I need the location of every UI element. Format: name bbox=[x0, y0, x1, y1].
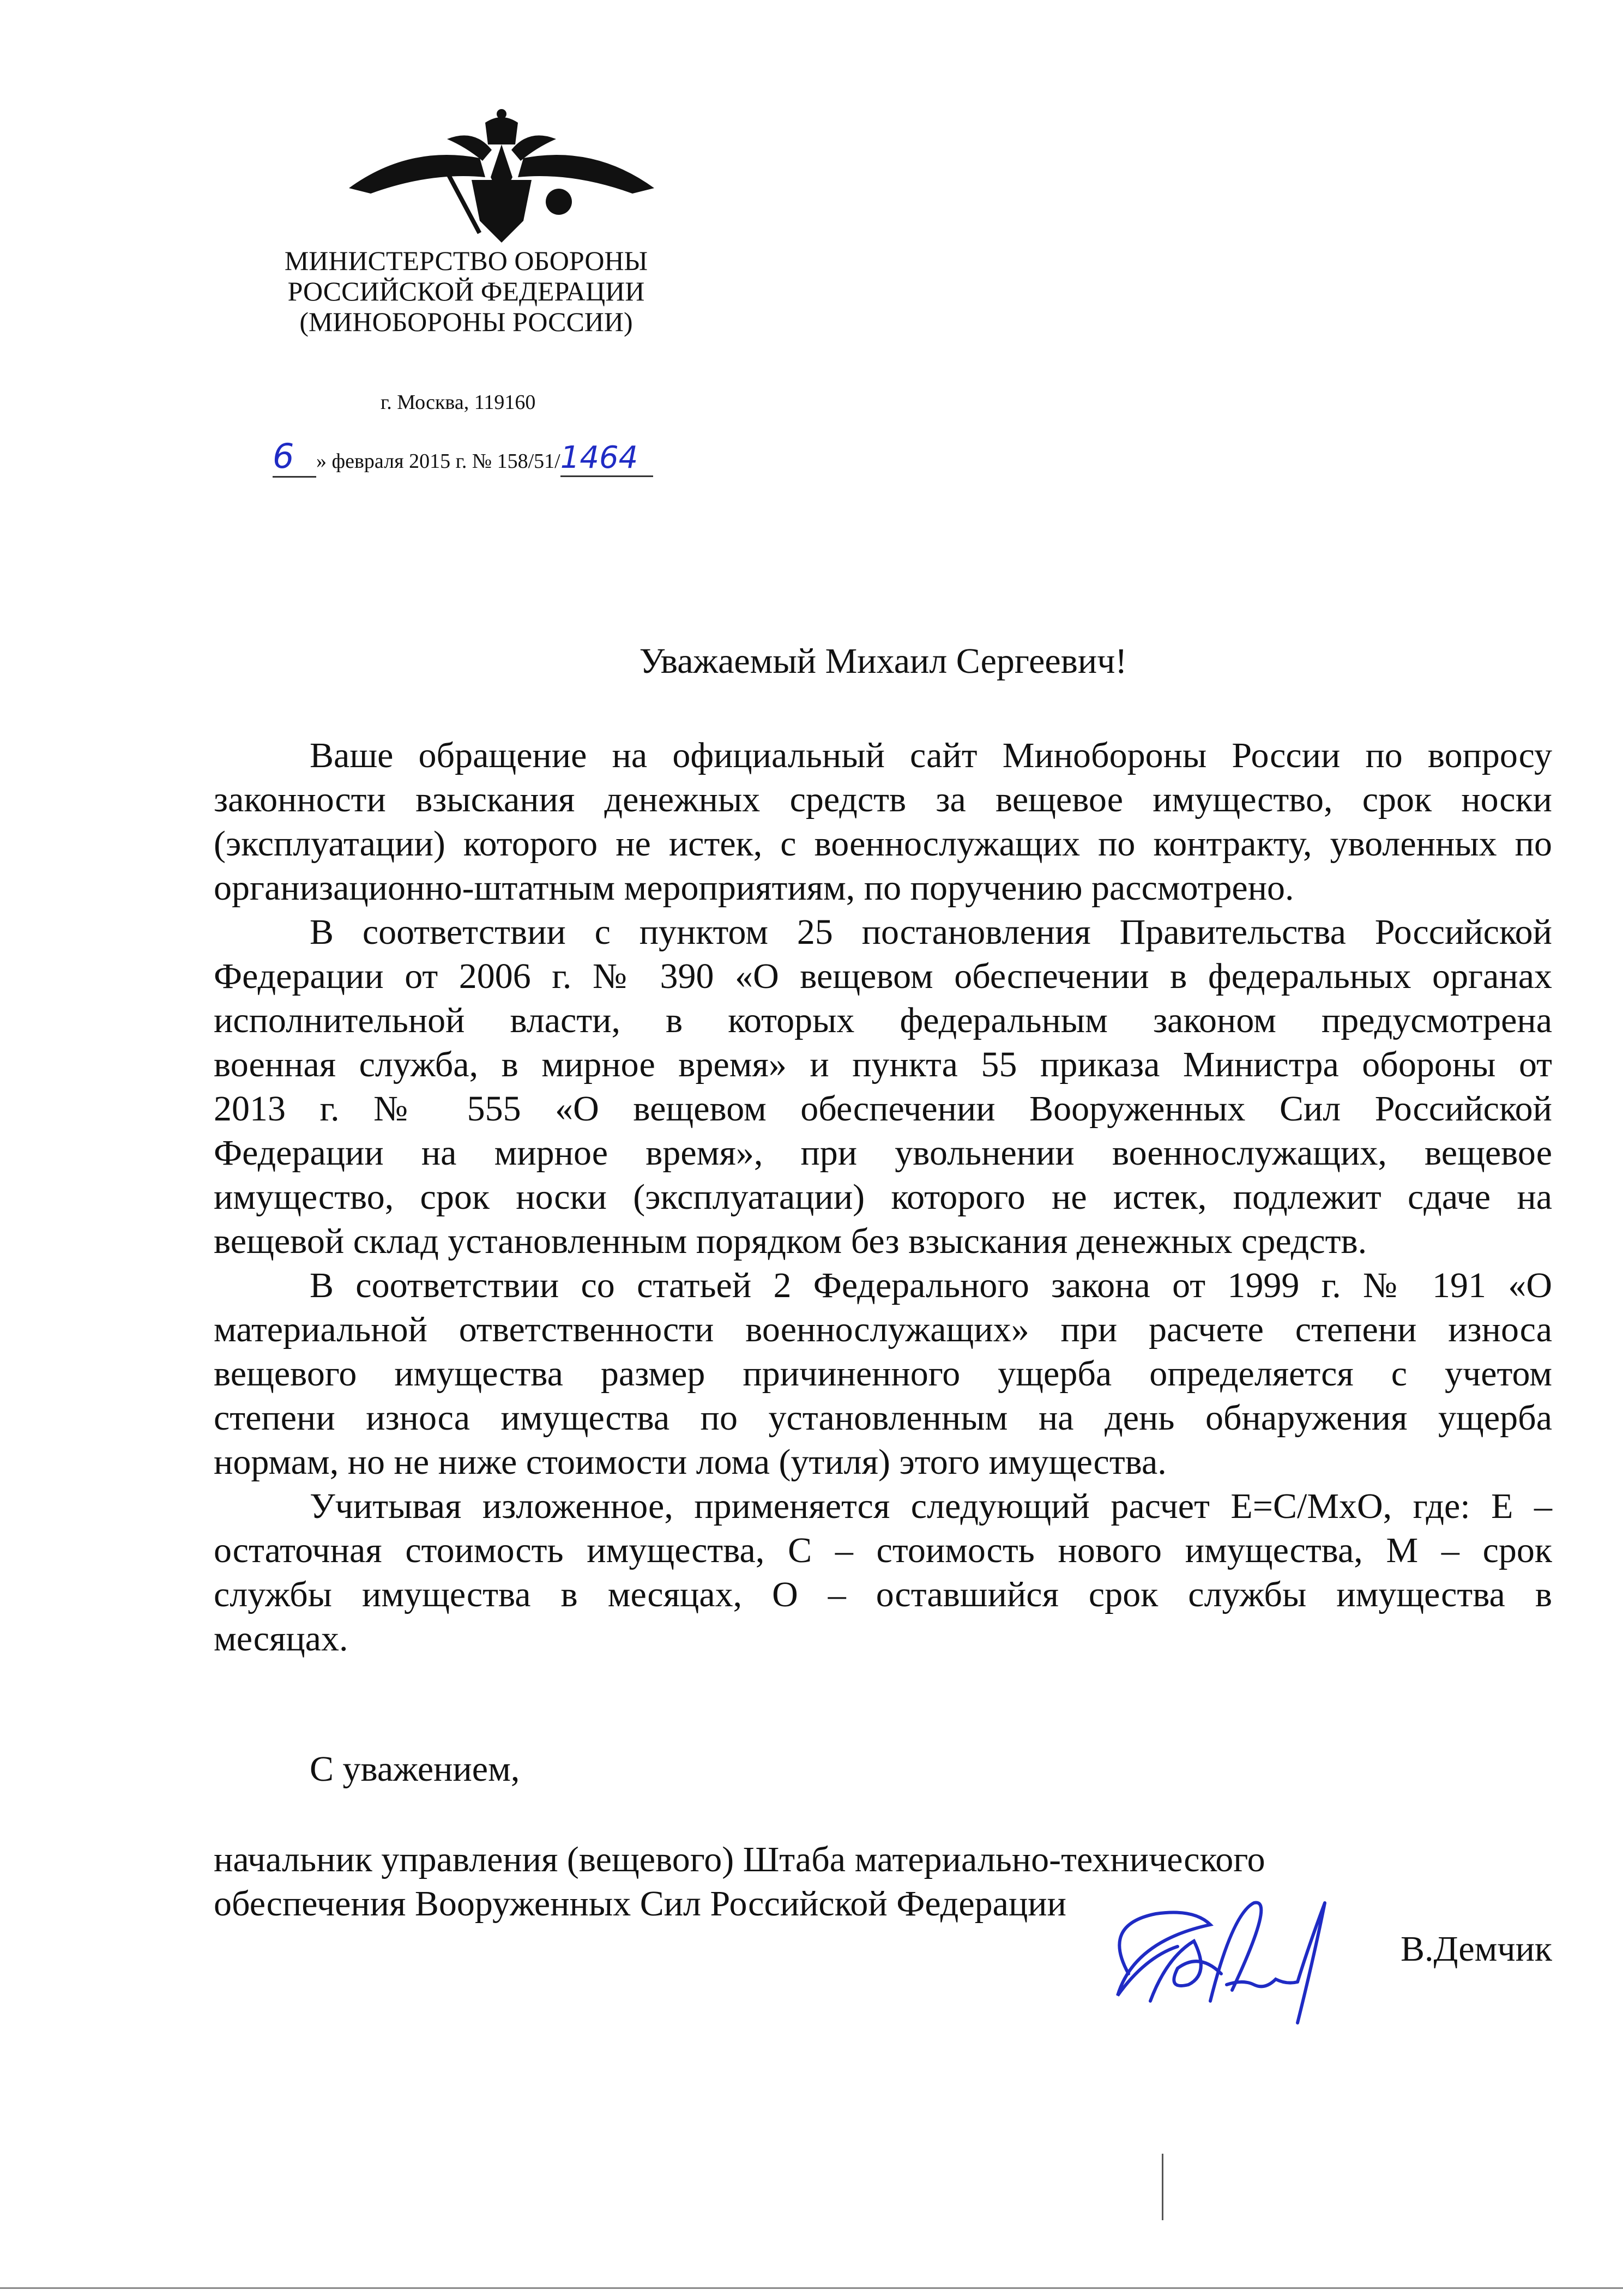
scan-mark bbox=[1162, 2154, 1163, 2220]
paragraph-line: Ваше обращение на официальный сайт Минобороны России по вопросу bbox=[310, 736, 1552, 775]
position-line: обеспечения Вооруженных Сил Российской Федерации bbox=[214, 1884, 1066, 1924]
paragraph-line: Федерации от 2006 г. № 390 «О вещевом обеспечении в федеральных органах bbox=[214, 956, 1552, 996]
letter-body bbox=[214, 733, 1552, 1661]
paragraph-line: степени износа имущества по установленным на день обнаружения ущерба bbox=[214, 1398, 1552, 1438]
paragraph-line: В соответствии с пунктом 25 постановления Правительства Российской bbox=[310, 912, 1552, 952]
paragraph-line: 2013 г. № 555 «О вещевом обеспечении Вооруженных Сил Российской bbox=[214, 1089, 1552, 1129]
date-text: » февраля 2015 г. № 158/51/ bbox=[316, 450, 560, 473]
page-edge bbox=[0, 2287, 1623, 2289]
paragraph-line: вещевого имущества размер причиненного ущерба определяется с учетом bbox=[214, 1354, 1552, 1394]
org-line: (МИНОБОРОНЫ РОССИИ) bbox=[299, 306, 633, 337]
position-line: начальник управления (вещевого) Штаба материально-технического bbox=[214, 1840, 1265, 1879]
paragraph-line: месяцах. bbox=[214, 1619, 348, 1659]
paragraph-line: В соответствии со статьей 2 Федерального закона от 1999 г. № 191 «О bbox=[310, 1265, 1552, 1305]
city-address: г. Москва, 119160 bbox=[381, 391, 536, 414]
paragraph-line: исполнительной власти, в которых федеральным законом предусмотрена bbox=[214, 1001, 1552, 1040]
org-line: МИНИСТЕРСТВО ОБОРОНЫ bbox=[284, 245, 648, 276]
paragraph-line: организационно-штатным мероприятиям, по поручению рассмотрено. bbox=[214, 868, 1294, 908]
signature-icon bbox=[1069, 1892, 1396, 2036]
paragraph-line: материальной ответственности военнослужащих» при расчете степени износа bbox=[214, 1310, 1552, 1349]
ministry-header bbox=[248, 245, 684, 337]
date-line bbox=[273, 436, 653, 478]
handwritten-reg-number: 1464 bbox=[560, 440, 653, 477]
paragraph-line: законности взыскания денежных средств за вещевое имущество, срок носки bbox=[214, 780, 1552, 819]
paragraph-line: службы имущества в месяцах, О – оставшийся срок службы имущества в bbox=[214, 1575, 1552, 1614]
emblem-icon bbox=[349, 106, 654, 251]
handwritten-day: 6 bbox=[273, 436, 316, 478]
paragraph-line: военная служба, в мирное время» и пункта 55 приказа Министра обороны от bbox=[214, 1045, 1552, 1084]
greeting: Уважаемый Михаил Сергеевич! bbox=[639, 641, 1127, 681]
paragraph-line: имущество, срок носки (эксплуатации) которого не истек, подлежит сдаче на bbox=[214, 1177, 1552, 1217]
paragraph-line: Учитывая изложенное, применяется следующий расчет Е=С/МхО, где: Е – bbox=[310, 1486, 1552, 1526]
signatory-name: В.Демчик bbox=[1401, 1929, 1552, 1969]
org-line: РОССИЙСКОЙ ФЕДЕРАЦИИ bbox=[287, 276, 645, 306]
closing: С уважением, bbox=[310, 1749, 520, 1789]
paragraph-line: остаточная стоимость имущества, С – стоимость нового имущества, М – срок bbox=[214, 1530, 1552, 1570]
paragraph-line: вещевой склад установленным порядком без взыскания денежных средств. bbox=[214, 1221, 1367, 1261]
paragraph-line: (эксплуатации) которого не истек, с военнослужащих по контракту, уволенных по bbox=[214, 824, 1552, 864]
paragraph-line: нормам, но не ниже стоимости лома (утиля) этого имущества. bbox=[214, 1442, 1167, 1482]
paragraph-line: Федерации на мирное время», при увольнении военнослужащих, вещевое bbox=[214, 1133, 1552, 1173]
